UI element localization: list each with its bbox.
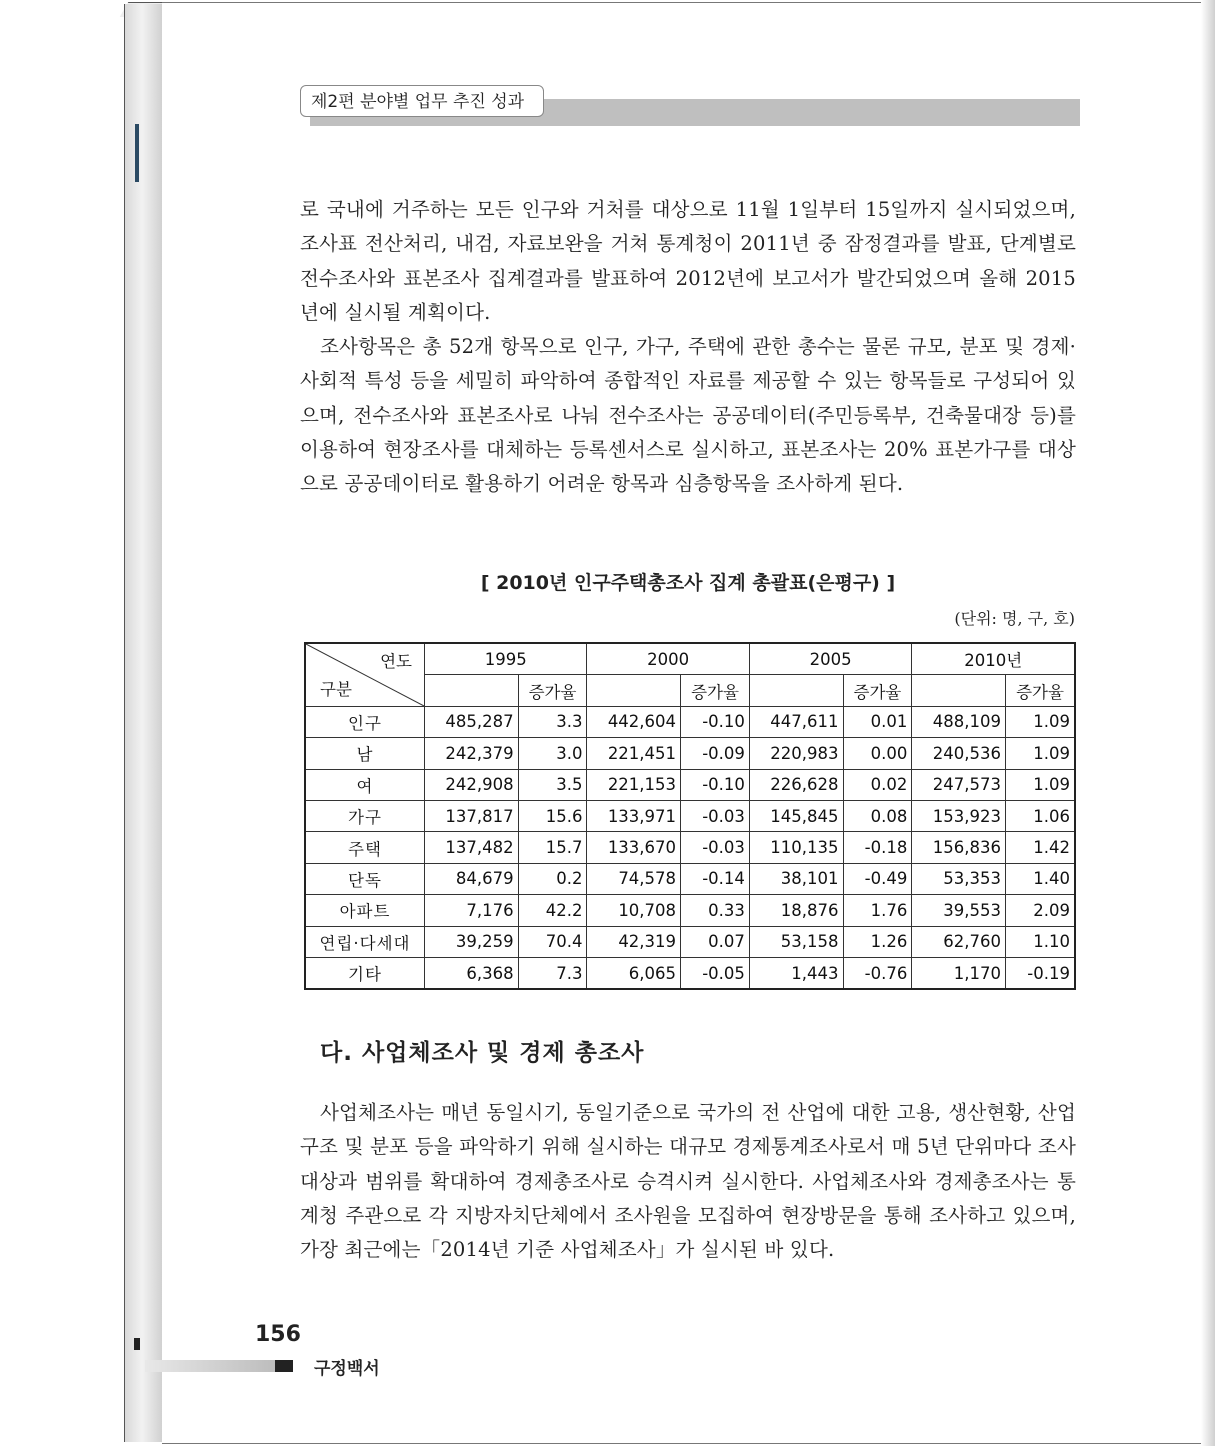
footer-square-mark <box>275 1360 293 1372</box>
page-number: 156 <box>255 1322 301 1347</box>
table-row <box>305 863 1075 894</box>
row-label: 기타 <box>305 957 425 989</box>
sub-header-rate: 증가율 <box>1005 675 1075 706</box>
count-cell: 242,379 <box>425 738 519 769</box>
row-label: 가구 <box>305 800 425 831</box>
count-cell: 39,553 <box>912 895 1006 926</box>
count-cell: 240,536 <box>912 738 1006 769</box>
rate-cell: -0.18 <box>843 832 912 863</box>
corner-category-label: 구분 <box>320 679 352 699</box>
sub-header-count <box>587 675 681 706</box>
count-cell: 485,287 <box>425 706 519 737</box>
rate-cell: -0.19 <box>1005 957 1075 989</box>
count-cell: 18,876 <box>749 895 843 926</box>
rate-cell: -0.76 <box>843 957 912 989</box>
rate-cell: 15.6 <box>518 800 587 831</box>
count-cell: 110,135 <box>749 832 843 863</box>
count-cell: 1,170 <box>912 957 1006 989</box>
rate-cell: 0.07 <box>681 926 750 957</box>
count-cell: 84,679 <box>425 863 519 894</box>
row-label: 아파트 <box>305 895 425 926</box>
rate-cell: -0.10 <box>681 769 750 800</box>
count-cell: 133,971 <box>587 800 681 831</box>
table-title: [ 2010년 인구주택총조사 집계 총괄표(은평구) ] <box>480 572 896 594</box>
section-title: 다. 사업체조사 및 경제 총조사 <box>320 1040 645 1066</box>
rate-cell: -0.03 <box>681 832 750 863</box>
count-cell: 74,578 <box>587 863 681 894</box>
rate-cell: 1.09 <box>1005 738 1075 769</box>
sub-header-count <box>749 675 843 706</box>
count-cell: 137,817 <box>425 800 519 831</box>
rate-cell: -0.14 <box>681 863 750 894</box>
book-spine <box>124 4 164 1442</box>
paragraph-survey-items: 조사항목은 총 52개 항목으로 인구, 가구, 주택에 관한 총수는 물론 규모, 분포 및 경제·사회적 특성 등을 세밀히 파악하여 종합적인 자료를 제공할 수 있는 항목들로 구성되어 있으며, 전수조사와 표본조사로 나눠 전수조사는 공공데이터(주민등록부, 건축물대장 등)를 이용하여 현장조사를 대체하는 등록센서스로 실시하고, 표본조사는 20% 표본가구를 대상으로 공공데이터로 활용하기 어려운 항목과 심층항목을 조사하게 된다. <box>300 335 1076 496</box>
year-header-1995: 1995 <box>425 643 587 675</box>
table-corner-cell <box>305 643 425 706</box>
rate-cell: 0.08 <box>843 800 912 831</box>
rate-cell: 1.76 <box>843 895 912 926</box>
rate-cell: -0.49 <box>843 863 912 894</box>
count-cell: 10,708 <box>587 895 681 926</box>
rate-cell: 0.33 <box>681 895 750 926</box>
paragraph-business-survey: 사업체조사는 매년 동일시기, 동일기준으로 국가의 전 산업에 대한 고용, 생산현황, 산업구조 및 분포 등을 파악하기 위해 실시하는 대규모 경제통계조사로서 매 5년 단위마다 조사대상과 범위를 확대하여 경제총조사로 승격시켜 실시한다. 사업체조사와 경제총조사는 통계청 주관으로 각 지방자치단체에서 조사원을 모집하여 현장방문을 통해 조사하고 있으며, 가장 최근에는「2014년 기준 사업체조사」가 실시된 바 있다. <box>300 1101 1076 1262</box>
sub-header-rate: 증가율 <box>681 675 750 706</box>
count-cell: 53,158 <box>749 926 843 957</box>
table-row <box>305 957 1075 989</box>
table-row <box>305 926 1075 957</box>
count-cell: 133,670 <box>587 832 681 863</box>
table-unit-note: (단위: 명, 구, 호) <box>954 609 1075 628</box>
row-label: 인구 <box>305 706 425 737</box>
count-cell: 39,259 <box>425 926 519 957</box>
year-header-2010: 2010년 <box>912 643 1075 675</box>
table-row <box>305 706 1075 737</box>
table-row <box>305 832 1075 863</box>
year-header-2005: 2005 <box>749 643 911 675</box>
footer-bar <box>145 1360 275 1372</box>
rate-cell: 15.7 <box>518 832 587 863</box>
count-cell: 1,443 <box>749 957 843 989</box>
count-cell: 220,983 <box>749 738 843 769</box>
rate-cell: 1.09 <box>1005 769 1075 800</box>
rate-cell: 1.10 <box>1005 926 1075 957</box>
table-row <box>305 769 1075 800</box>
rate-cell: 1.26 <box>843 926 912 957</box>
count-cell: 447,611 <box>749 706 843 737</box>
count-cell: 6,368 <box>425 957 519 989</box>
page-edge-shadow <box>1201 0 1215 1446</box>
corner-year-label: 연도 <box>380 652 412 671</box>
spine-marker-bottom <box>134 1338 140 1350</box>
count-cell: 153,923 <box>912 800 1006 831</box>
count-cell: 221,153 <box>587 769 681 800</box>
count-cell: 6,065 <box>587 957 681 989</box>
section-header-label: 제2편 분야별 업무 추진 성과 <box>300 85 544 117</box>
rate-cell: 0.01 <box>843 706 912 737</box>
row-label: 주택 <box>305 832 425 863</box>
census-summary-table <box>304 642 1076 990</box>
row-label: 여 <box>305 769 425 800</box>
table-row <box>305 800 1075 831</box>
rate-cell: 1.06 <box>1005 800 1075 831</box>
spine-marker <box>135 124 139 182</box>
paragraph-census-schedule: 로 국내에 거주하는 모든 인구와 거처를 대상으로 11월 1일부터 15일까지 실시되었으며, 조사표 전산처리, 내검, 자료보완을 거쳐 통계청이 2011년 중 잠정결과를 발표, 단계별로 전수조사와 표본조사 집계결과를 발표하여 2012년에 보고서가 발간되었으며 올해 2015년에 실시될 계획이다. <box>300 198 1076 324</box>
rate-cell: 3.0 <box>518 738 587 769</box>
table-header-row-years <box>305 643 1075 675</box>
sub-header-rate: 증가율 <box>518 675 587 706</box>
rate-cell: 1.42 <box>1005 832 1075 863</box>
rate-cell: 42.2 <box>518 895 587 926</box>
row-label: 단독 <box>305 863 425 894</box>
count-cell: 242,908 <box>425 769 519 800</box>
sub-header-count <box>912 675 1006 706</box>
row-label: 남 <box>305 738 425 769</box>
count-cell: 38,101 <box>749 863 843 894</box>
rate-cell: -0.10 <box>681 706 750 737</box>
table-row <box>305 738 1075 769</box>
table-body <box>305 706 1075 989</box>
rate-cell: 70.4 <box>518 926 587 957</box>
sub-header-rate: 증가율 <box>843 675 912 706</box>
row-label: 연립·다세대 <box>305 926 425 957</box>
count-cell: 247,573 <box>912 769 1006 800</box>
rate-cell: 7.3 <box>518 957 587 989</box>
rate-cell: -0.03 <box>681 800 750 831</box>
year-header-2000: 2000 <box>587 643 749 675</box>
rate-cell: 3.3 <box>518 706 587 737</box>
count-cell: 488,109 <box>912 706 1006 737</box>
rate-cell: -0.09 <box>681 738 750 769</box>
count-cell: 42,319 <box>587 926 681 957</box>
rate-cell: 0.2 <box>518 863 587 894</box>
table-row <box>305 895 1075 926</box>
count-cell: 145,845 <box>749 800 843 831</box>
count-cell: 442,604 <box>587 706 681 737</box>
count-cell: 7,176 <box>425 895 519 926</box>
count-cell: 53,353 <box>912 863 1006 894</box>
count-cell: 226,628 <box>749 769 843 800</box>
rate-cell: 0.00 <box>843 738 912 769</box>
count-cell: 137,482 <box>425 832 519 863</box>
rate-cell: 3.5 <box>518 769 587 800</box>
rate-cell: 1.40 <box>1005 863 1075 894</box>
rate-cell: 1.09 <box>1005 706 1075 737</box>
count-cell: 221,451 <box>587 738 681 769</box>
sub-header-count <box>425 675 519 706</box>
rate-cell: -0.05 <box>681 957 750 989</box>
footer-book-title: 구정백서 <box>314 1359 380 1379</box>
count-cell: 156,836 <box>912 832 1006 863</box>
count-cell: 62,760 <box>912 926 1006 957</box>
rate-cell: 2.09 <box>1005 895 1075 926</box>
rate-cell: 0.02 <box>843 769 912 800</box>
